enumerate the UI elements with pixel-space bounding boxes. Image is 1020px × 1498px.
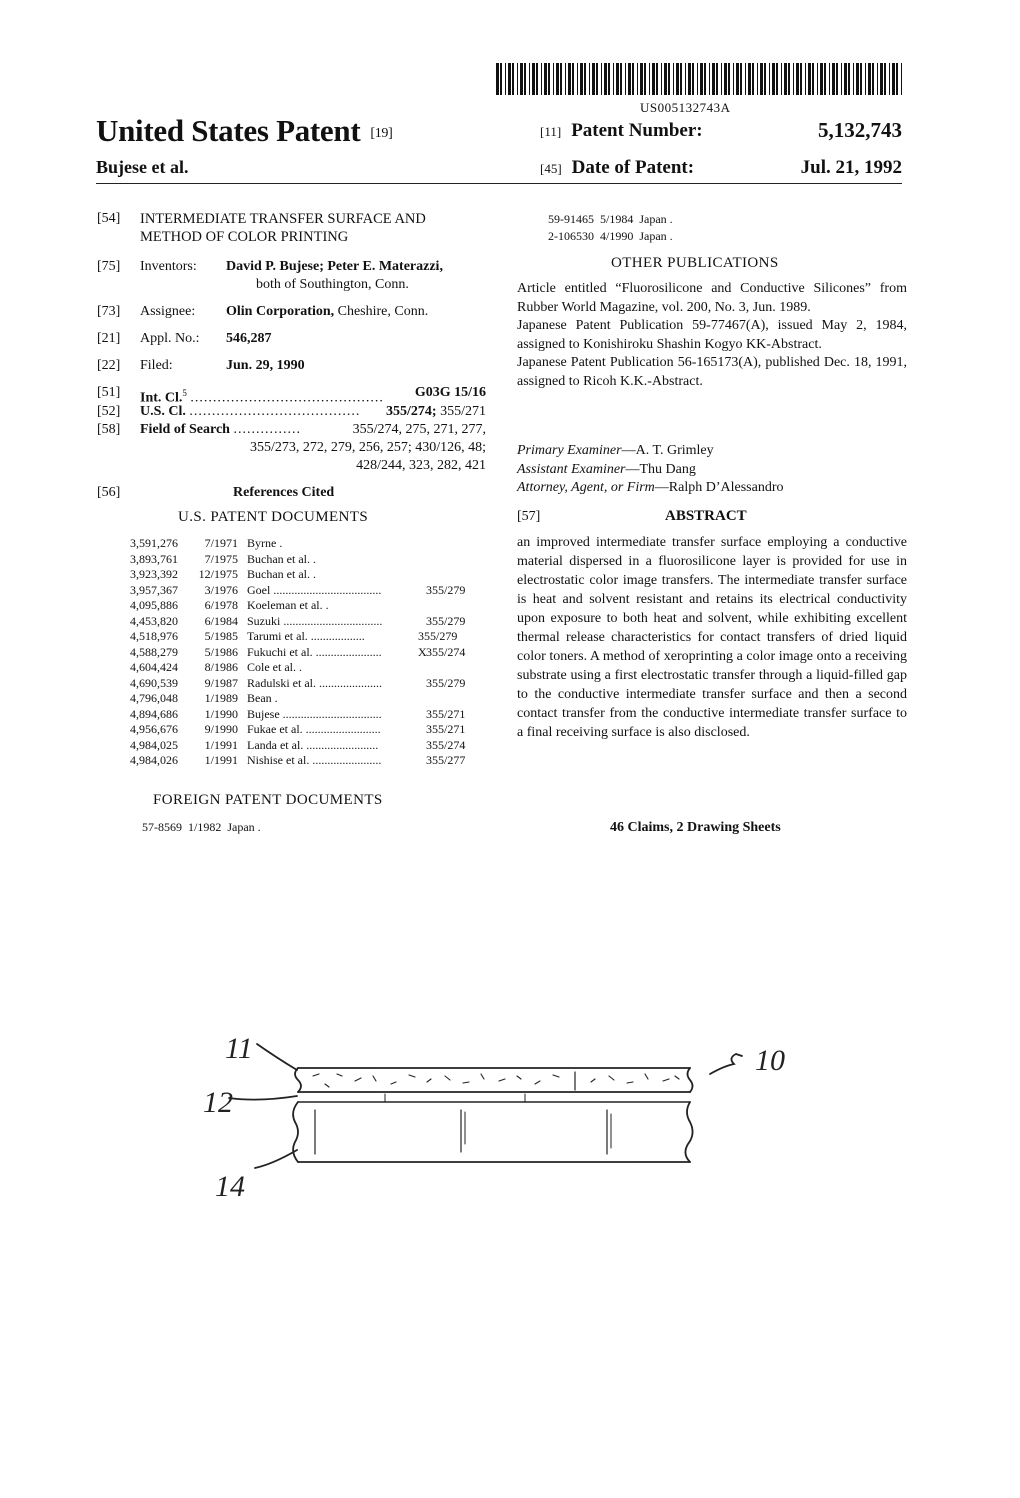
barcode-bar (640, 63, 643, 95)
appl-code: [21] (97, 331, 121, 346)
barcode-bar (580, 63, 583, 95)
appl-label: Appl. No.: (140, 331, 200, 346)
barcode-bar (544, 63, 547, 95)
us-reference-class: 355/274 (426, 644, 466, 659)
barcode-bar (733, 63, 734, 95)
us-reference-date: 12/1975 (198, 567, 238, 581)
barcode-bar (656, 63, 658, 95)
abstract-text: an improved intermediate transfer surface employing a conductive material dispersed in a fluorosilicone layer is provided for use in electrostatic color image transfers. The intermediate transfer surface is heat and solvent resistant and retains its electrical conductivity upon exposure to both heat and solvent, while exhibiting excellent thermal release characteristics for contact transfers of dried liquid color toners. A method of xeroprinting a color image onto a receiving substrate using a first electrostatic transfer through a liquid-filled gap to the conductive intermediate transfer surface and then a second contact transfer from the conductive intermediate transfer surface to a final receiving surface is also disclosed. (517, 535, 907, 740)
us-reference-pn: 4,984,026 (130, 753, 178, 767)
barcode-bar (776, 63, 778, 95)
intcl-line: Int. Cl.$^5$ ........................................... (140, 388, 384, 406)
foreign-refs-right: 59-91465 5/1984 Japan . 2-106530 4/1990 Japan . (548, 212, 673, 243)
barcode-bar (613, 63, 614, 95)
us-reference-date: 6/1984 (204, 613, 238, 628)
barcode-bar (608, 63, 610, 95)
barcode-bar (796, 63, 799, 95)
us-reference-row: 4,894,686 1/1990 Bujese ................................. 355/271 (130, 706, 466, 721)
barcode-bar (697, 63, 698, 95)
us-reference-date: 1/1991 (204, 737, 238, 752)
us-reference-pn: 4,095,886 (130, 598, 178, 612)
foreign-patent-documents-heading: FOREIGN PATENT DOCUMENTS (153, 792, 383, 808)
barcode-bar (568, 63, 571, 95)
barcode-bar (661, 63, 662, 95)
us-reference-row: 4,690,539 9/1987 Radulski et al. ..................... 355/279 (130, 675, 466, 690)
barcode-number: US005132743A (640, 100, 731, 115)
us-reference-pn: 4,796,048 (130, 691, 178, 705)
us-reference-date: 7/1975 (204, 551, 238, 566)
foreign-ref-left: 57-8569 1/1982 Japan . (142, 820, 261, 834)
barcode-bar (548, 63, 550, 95)
barcode-bar (856, 63, 859, 95)
barcode-bar (793, 63, 794, 95)
us-references-table (130, 536, 466, 769)
references-cited-heading: References Cited (233, 485, 335, 500)
other-publications: Article entitled “Fluorosilicone and Conductive Silicones” from Rubber World Magazine, vol. 200, No. 3, Jun. 1989. Japanese Patent Publication 59-77467(A), issued May 2, 1984, assigned to Konishiroku Shashin Kogyo KK-Abstract. Japanese Patent Publication 56-165173(A), published Dec. 18, 1991, assigned to Ricoh K.K.-Abstract. (517, 281, 907, 389)
barcode-bar (496, 63, 499, 95)
barcode-bar (592, 63, 595, 95)
us-reference-date: 1/1991 (204, 753, 238, 767)
us-reference-pn: 4,894,686 (130, 706, 178, 721)
intcl-code: [51] (97, 385, 121, 400)
uscl-line: U.S. Cl. ...................................... (140, 404, 361, 419)
barcode-bar (632, 63, 634, 95)
barcode-bar (688, 63, 691, 95)
barcode-bar (532, 63, 535, 95)
barcode-bar (728, 63, 730, 95)
barcode-bar (880, 63, 883, 95)
us-reference-date: 9/1987 (204, 675, 238, 690)
us-reference-row: 4,588,279 5/1986 Fukuchi et al. ...................... 355/274 (130, 644, 466, 659)
barcode-bar (685, 63, 686, 95)
barcode-bar (577, 63, 578, 95)
assignee-label: Assignee: (140, 304, 196, 319)
authors-line: Bujese et al. (96, 157, 189, 177)
filed-label: Filed: (140, 358, 173, 373)
uscl-value: 355/274; 355/271 (386, 404, 486, 419)
us-reference-class: 355/277 (426, 753, 466, 767)
barcode-bar (820, 63, 823, 95)
barcode-bar (584, 63, 586, 95)
barcode-bar (652, 63, 655, 95)
us-reference-date: 5/1986 (204, 644, 238, 659)
barcode-bar (832, 63, 835, 95)
barcode-bar (673, 63, 674, 95)
us-reference-pn: 3,923,392 (130, 567, 178, 581)
inventors-place: both of Southington, Conn. (256, 277, 409, 292)
barcode-bar (500, 63, 502, 95)
inventors-code: [75] (97, 259, 121, 274)
label-14: 14 (215, 1170, 245, 1203)
barcode-bar (692, 63, 694, 95)
barcode-bar (901, 63, 902, 95)
us-reference-date: 3/1976 (204, 582, 238, 597)
layer-11-left-break (295, 1068, 301, 1092)
barcode-bar (644, 63, 646, 95)
barcode-bar (745, 63, 746, 95)
us-reference-row: 3,591,276 7/1971 Byrne . (130, 536, 283, 550)
us-reference-pn: 4,690,539 (130, 675, 178, 690)
barcode-bar (836, 63, 838, 95)
us-reference-date: 1/1990 (204, 706, 238, 721)
us-reference-date: 1/1989 (204, 691, 238, 705)
inventors-label: Inventors: (140, 259, 197, 274)
other-publications-heading: OTHER PUBLICATIONS (611, 255, 779, 271)
intcl-value: G03G 15/16 (414, 385, 486, 400)
us-reference-date: 7/1971 (204, 536, 238, 550)
us-reference-pn: 4,588,279 (130, 644, 178, 659)
us-reference-row: 4,984,025 1/1991 Landa et al. ........................ 355/274 (130, 737, 466, 752)
barcode-bar (589, 63, 590, 95)
leader-14 (255, 1150, 297, 1168)
label-10: 10 (755, 1044, 785, 1077)
assignee-code: [73] (97, 304, 121, 319)
barcode-bar (772, 63, 775, 95)
layer-14-right-break (685, 1102, 692, 1162)
fos-code: [58] (97, 422, 121, 437)
patent-number-label: [11] Patent Number: (540, 120, 703, 141)
barcode-bar (668, 63, 670, 95)
barcode-bar (676, 63, 679, 95)
us-reference-row: 4,453,820 6/1984 Suzuki ................................. 355/279 (130, 613, 466, 628)
us-patent-documents-heading: U.S. PATENT DOCUMENTS (178, 509, 369, 525)
us-reference-row: 3,923,392 12/1975 Buchan et al. . (130, 567, 316, 581)
us-reference-pn: 3,591,276 (130, 536, 178, 550)
barcode-bar (889, 63, 890, 95)
refs-code: [56] (97, 485, 121, 500)
barcode-bar (892, 63, 895, 95)
us-reference-row: 4,518,976 5/1985 Tarumi et al. .................. 355/279 X (130, 629, 458, 659)
us-reference-row: 4,095,886 6/1978 Koeleman et al. . (130, 598, 329, 612)
us-reference-pn: 4,604,424 (130, 660, 178, 674)
inventors-names: David P. Bujese; Peter E. Materazzi, (226, 259, 443, 274)
barcode-bar (560, 63, 562, 95)
barcode-bar (541, 63, 542, 95)
us-reference-pn: 4,453,820 (130, 613, 178, 628)
barcode-bar (760, 63, 763, 95)
header-rule (96, 183, 902, 184)
barcode-bar (704, 63, 706, 95)
us-reference-row: 4,956,676 9/1990 Fukae et al. ......................... 355/271 (130, 722, 466, 736)
date-of-patent-label: [45] Date of Patent: (540, 157, 695, 178)
barcode-bar (616, 63, 619, 95)
us-reference-class: 355/279 (426, 675, 466, 690)
leader-12 (229, 1096, 297, 1100)
barcode-bar (680, 63, 682, 95)
us-reference-date: 9/1990 (204, 722, 238, 736)
barcode-bar (781, 63, 782, 95)
barcode-bar (505, 63, 506, 95)
barcode-bar (664, 63, 667, 95)
barcode-bar (805, 63, 806, 95)
us-reference-date: 5/1985 (204, 629, 238, 643)
appl-number: 546,287 (226, 331, 272, 346)
title-code-54: [54] (97, 211, 121, 226)
barcode-bar (817, 63, 818, 95)
patent-number: 5,132,743 (818, 118, 902, 142)
barcode-bar (800, 63, 802, 95)
barcode-bar (553, 63, 554, 95)
barcode-bar (649, 63, 650, 95)
barcode-bar (841, 63, 842, 95)
invention-title: INTERMEDIATE TRANSFER SURFACE AND METHOD OF COLOR PRINTING (140, 211, 426, 245)
barcode-bar (877, 63, 878, 95)
date-of-patent: Jul. 21, 1992 (800, 157, 902, 178)
barcode-bar (625, 63, 626, 95)
us-reference-row: 4,796,048 1/1989 Bean . (130, 691, 278, 705)
us-reference-date: 8/1986 (204, 660, 238, 674)
us-reference-row: 4,984,026 1/1991 Nishise et al. ....................... 355/277 (130, 753, 466, 767)
barcode-bar (601, 63, 602, 95)
us-reference-class: 355/279 (426, 613, 466, 628)
assignee-value: Olin Corporation, Cheshire, Conn. (226, 304, 429, 319)
barcode-bar (517, 63, 518, 95)
barcode-bar (824, 63, 826, 95)
barcode-bar (788, 63, 790, 95)
label-12: 12 (203, 1086, 233, 1119)
barcode-bar (848, 63, 850, 95)
label-11: 11 (225, 1032, 253, 1065)
barcode-bar (784, 63, 787, 95)
barcode-bar (872, 63, 874, 95)
claims-count: 46 Claims, 2 Drawing Sheets (610, 820, 781, 835)
barcode-bar (808, 63, 811, 95)
us-reference-class: 355/271 (426, 706, 466, 721)
us-reference-class: 355/271 (426, 722, 466, 736)
barcode-bar (829, 63, 830, 95)
us-reference-class: 355/279 (426, 582, 466, 597)
barcode-bar (757, 63, 758, 95)
us-reference-pn: 4,518,976 (130, 629, 178, 643)
barcode-bar (736, 63, 739, 95)
barcode-image (496, 63, 904, 95)
barcode-bar (868, 63, 871, 95)
us-reference-pn: 3,893,761 (130, 551, 178, 566)
barcode-bar (529, 63, 530, 95)
barcode-bar (700, 63, 703, 95)
barcode-bar (628, 63, 631, 95)
barcode-bar (637, 63, 638, 95)
fos-line: Field of Search ............... (140, 422, 301, 437)
barcode-bar (764, 63, 766, 95)
barcode-bar (508, 63, 511, 95)
title-code: [19] (370, 126, 393, 141)
barcode-bar (724, 63, 727, 95)
abstract-heading: ABSTRACT (665, 508, 747, 524)
us-reference-pn: 3,957,367 (130, 582, 178, 597)
barcode-bar (896, 63, 898, 95)
barcode-bar (860, 63, 862, 95)
us-reference-pn: 4,956,676 (130, 722, 178, 736)
fos-values: 355/274, 275, 271, 277, 355/273, 272, 279, 256, 257; 430/126, 48; 428/244, 323, 282, 421 (249, 422, 486, 473)
us-reference-date: 6/1978 (204, 598, 238, 612)
barcode-bar (844, 63, 847, 95)
layer-14-left-break (293, 1102, 298, 1162)
us-reference-row: 3,893,761 7/1975 Buchan et al. . (130, 551, 316, 566)
abstract-code: [57] (517, 509, 541, 524)
barcode-bar (884, 63, 886, 95)
leader-10 (710, 1054, 742, 1074)
leader-11 (257, 1044, 297, 1070)
examiners: Primary Examiner—A. T. Grimley Assistant Examiner—Thu Dang Attorney, Agent, or Firm—Ralph D’Alessandro (517, 443, 784, 495)
filed-date: Jun. 29, 1990 (226, 358, 305, 373)
barcode-bar (716, 63, 718, 95)
us-reference-row: 3,957,367 3/1976 Goel .................................... 355/279 (130, 582, 466, 597)
us-reference-class: 355/279 X (418, 629, 458, 659)
barcode-bar (512, 63, 514, 95)
barcode-bar (740, 63, 742, 95)
barcode-bar (565, 63, 566, 95)
barcode-bar (812, 63, 814, 95)
us-reference-pn: 4,984,025 (130, 737, 178, 752)
filed-code: [22] (97, 358, 121, 373)
barcode-bar (752, 63, 754, 95)
barcode-bar (596, 63, 598, 95)
uscl-code: [52] (97, 404, 121, 419)
us-reference-class: 355/274 (426, 737, 466, 752)
barcode-bar (709, 63, 710, 95)
barcode-bar (556, 63, 559, 95)
barcode-bar (520, 63, 523, 95)
patent-title-header (96, 113, 392, 149)
barcode-bar (865, 63, 866, 95)
barcode-bar (853, 63, 854, 95)
us-reference-row: 4,604,424 8/1986 Cole et al. . (130, 660, 302, 674)
barcode-bar (769, 63, 770, 95)
barcode-bar (536, 63, 538, 95)
barcode-bar (572, 63, 574, 95)
barcode-bar (712, 63, 715, 95)
patent-drawing (195, 1026, 815, 1206)
barcode-bar (524, 63, 526, 95)
barcode-bar (620, 63, 622, 95)
barcode-bar (604, 63, 607, 95)
barcode-bar (721, 63, 722, 95)
barcode-bar (748, 63, 751, 95)
us-patent-label: United States Patent (96, 113, 361, 148)
layer-11-right-break (688, 1068, 693, 1092)
